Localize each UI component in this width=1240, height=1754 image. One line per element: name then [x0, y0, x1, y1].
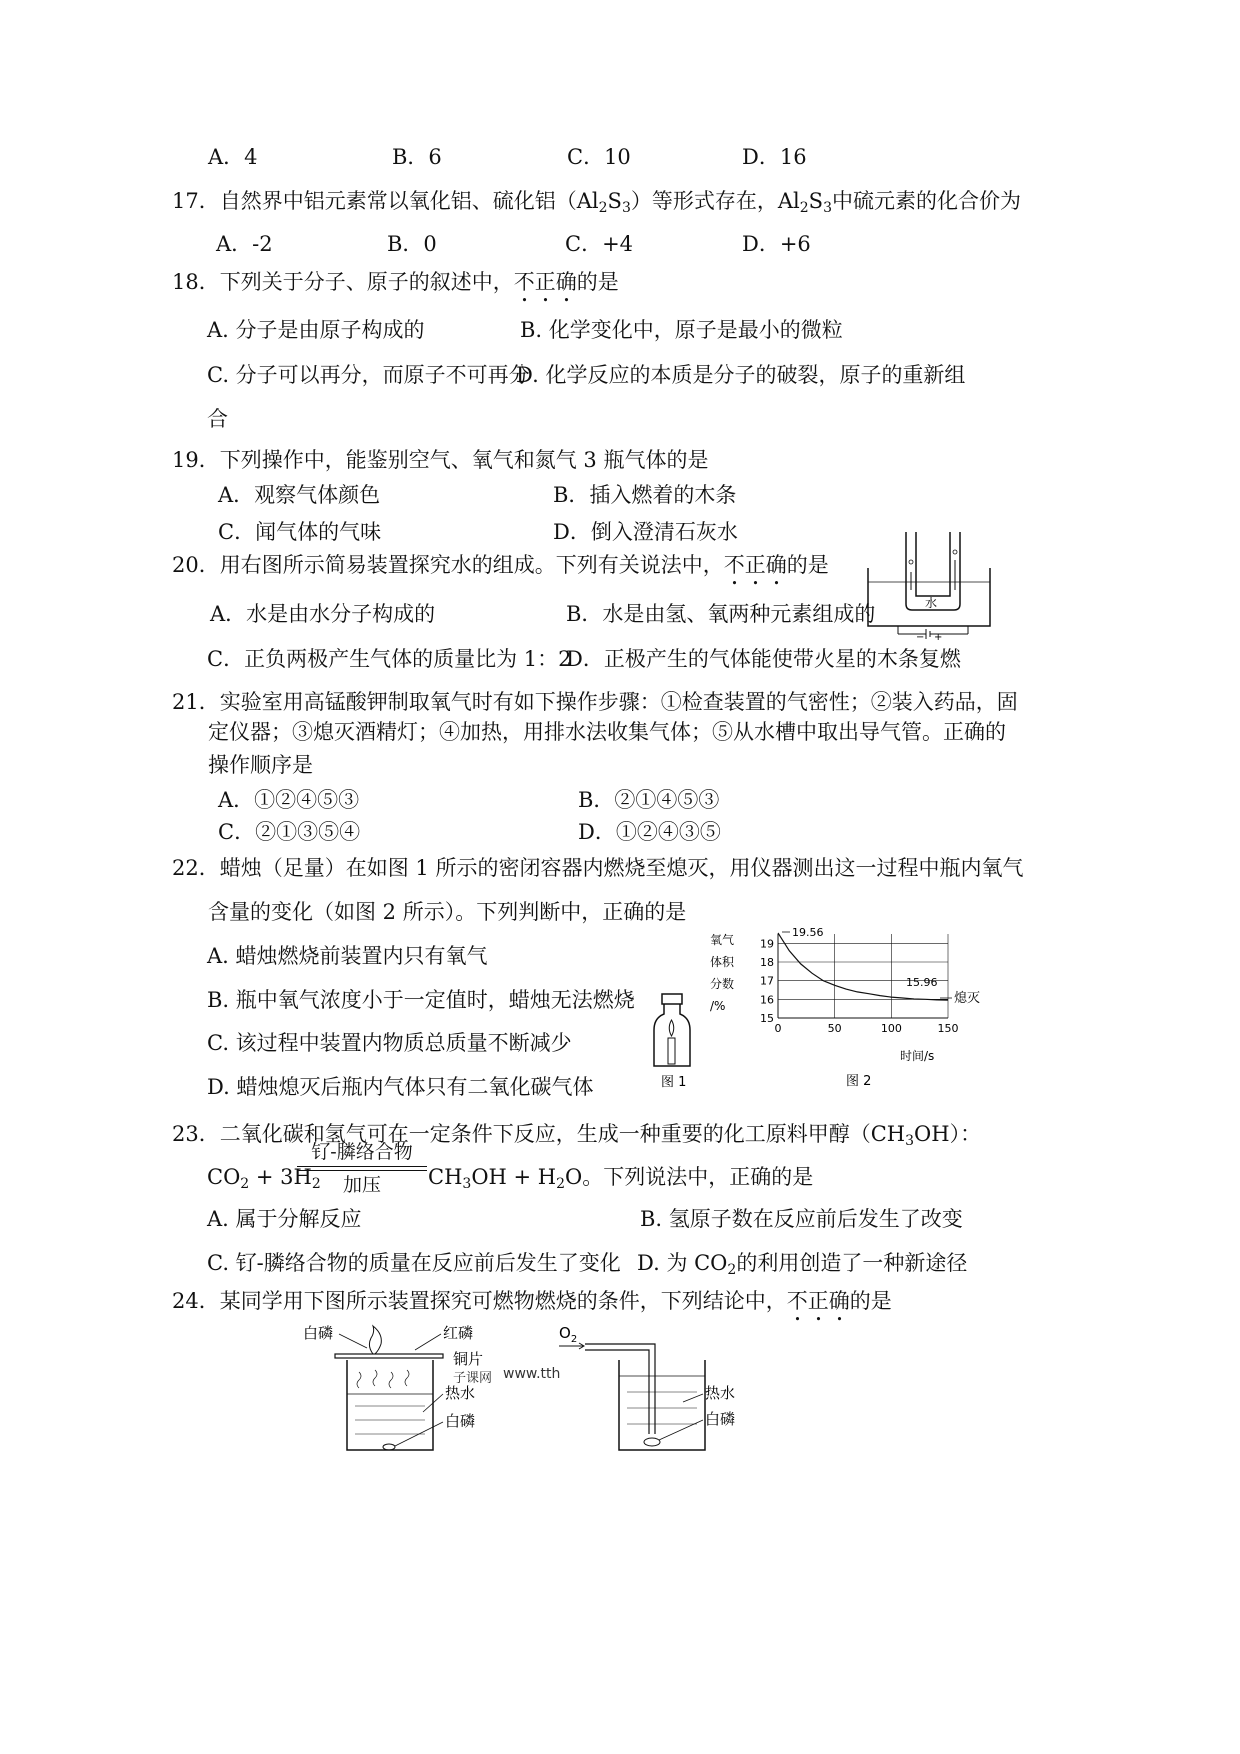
x-tick-label: 50 — [827, 1022, 842, 1035]
q21-number: 21． — [172, 690, 220, 714]
q21-stem-line-3: 操作顺序是 — [208, 753, 313, 777]
q18-option-b: B. 化学变化中，原子是最小的微粒 — [520, 318, 843, 342]
q17-option-b: B．0 — [387, 232, 437, 256]
q23-option-b: B. 氢原子数在反应前后发生了改变 — [640, 1207, 963, 1231]
y-axis-label — [710, 932, 735, 1013]
q21-option-c: C．②①③⑤④ — [218, 820, 361, 844]
q24-text: 某同学用下图所示装置探究可燃物燃烧的条件，下列结论中， — [219, 1289, 787, 1313]
plus-sign: + — [934, 632, 943, 641]
q23-option-a: A. 属于分解反应 — [207, 1207, 362, 1231]
q23-text: OH）： — [914, 1122, 982, 1146]
copper-plate — [335, 1354, 443, 1358]
q20-text: 的是 — [786, 553, 829, 577]
q17-text: ）等形式存在，Al — [630, 189, 800, 213]
q16-option-c: C．10 — [567, 145, 631, 169]
y-label-line: /% — [710, 999, 726, 1013]
q18-option-a: A. 分子是由原子构成的 — [207, 318, 425, 342]
oxygen-label: $O_2$ — [559, 1324, 578, 1345]
water-label: 水 — [925, 596, 938, 610]
q23-sub: 3 — [905, 1133, 915, 1149]
q22-option-b: B. 瓶中氧气浓度小于一定值时，蜡烛无法燃烧 — [207, 988, 635, 1012]
x-tick-label: 0 — [774, 1022, 782, 1035]
q18-text: 的是 — [576, 270, 619, 294]
equation-double-line — [297, 1166, 427, 1171]
annotation-end-value: 15.96 — [906, 976, 938, 989]
q17-option-c: C．+4 — [565, 232, 634, 256]
combustion-right-figure — [555, 1320, 785, 1460]
q21-stem-line-1 — [172, 688, 1018, 716]
q21-option-a: A．①②④⑤③ — [218, 788, 360, 812]
q20-option-b: B．水是由氢、氧两种元素组成的 — [566, 602, 876, 626]
q20-option-d: D．正极产生的气体能使带火星的木条复燃 — [566, 647, 961, 671]
condition-top: 钌-膦络合物 — [311, 1141, 413, 1163]
q17-text: 自然界中铝元素常以氧化铝、硫化铝（Al — [219, 189, 599, 213]
q21-text: 实验室用高锰酸钾制取氧气时有如下操作步骤：①检查装置的气密性；②装入药品，固 — [219, 690, 1018, 714]
y-label-line: 体积 — [710, 955, 735, 969]
white-phosphorus-top-label: 白磷 — [303, 1324, 334, 1342]
q24-number: 24． — [172, 1289, 220, 1313]
y-tick-label: 17 — [760, 974, 774, 988]
q20-number: 20． — [172, 553, 220, 577]
q23-stem — [172, 1120, 981, 1148]
hot-water-2-label: 热水 — [705, 1384, 736, 1402]
y-tick-labels — [760, 937, 774, 1025]
white-phosphorus-2-label: 白磷 — [705, 1410, 736, 1428]
fig1-label: 图 1 — [661, 1075, 687, 1090]
q17-number: 17． — [172, 189, 220, 213]
eq-text: O。下列说法中，正确的是 — [565, 1165, 814, 1189]
q22-option-a: A. 蜡烛燃烧前装置内只有氧气 — [207, 944, 488, 968]
q23-option-d-sub: 2 — [727, 1262, 737, 1278]
q19-text: 下列操作中，能鉴别空气、氧气和氮气 3 瓶气体的是 — [219, 448, 709, 472]
eq-sub: 2 — [311, 1176, 321, 1192]
q19-option-a: A．观察气体颜色 — [218, 483, 381, 507]
q22-option-c: C. 该过程中装置内物质总质量不断减少 — [207, 1031, 572, 1055]
y-label-line: 氧气 — [710, 933, 735, 947]
q16-option-a: A．4 — [208, 145, 258, 169]
y-tick-label: 15 — [760, 1012, 774, 1025]
q19-stem — [172, 446, 708, 474]
q22-stem-line-2: 含量的变化（如图 2 所示）。下列判断中，正确的是 — [208, 900, 687, 924]
hot-water-label: 热水 — [445, 1384, 476, 1402]
red-phosphorus-label: 红磷 — [443, 1324, 474, 1342]
eq-sub: 3 — [462, 1176, 472, 1192]
q17-text: 中硫元素的化合价为 — [831, 189, 1021, 213]
x-tick-label: 100 — [880, 1022, 902, 1035]
q24-text: 的是 — [849, 1289, 892, 1313]
q17-sub: 2 — [799, 200, 809, 216]
q17-sub: 3 — [823, 200, 832, 216]
q23-option-d-text: D. 为 CO — [637, 1251, 728, 1275]
q19-option-c: C．闻气体的气味 — [218, 520, 382, 544]
q21-stem-line-2: 定仪器；③熄灭酒精灯；④加热，用排水法收集气体；⑤从水槽中取出导气管。正确的 — [208, 720, 1006, 744]
q19-option-d: D．倒入澄清石灰水 — [553, 520, 738, 544]
q17-option-d: D．+6 — [742, 232, 811, 256]
q24-emphasis: 不正确 — [786, 1289, 850, 1313]
q18-option-d: D. 化学反应的本质是分子的破裂，原子的重新组 — [516, 363, 966, 387]
watermark-url: www.tth — [503, 1366, 561, 1382]
q19-number: 19． — [172, 448, 220, 472]
x-tick-label: 150 — [937, 1022, 959, 1035]
q18-number: 18． — [172, 270, 220, 294]
fig2-label: 图 2 — [846, 1074, 872, 1089]
q18-option-c: C. 分子可以再分，而原子不可再分 — [207, 363, 530, 387]
candle-bottle-figure — [648, 990, 698, 1090]
eq-text: CO — [207, 1165, 241, 1189]
q21-option-d: D．①②④③⑤ — [578, 820, 721, 844]
q20-option-c: C．正负两极产生气体的质量比为 1：2 — [207, 647, 572, 671]
q20-option-a: A．水是由水分子构成的 — [210, 602, 436, 626]
watermark-site-name: 子课网 — [453, 1371, 493, 1386]
q23-text: 二氧化碳和氢气可在一定条件下反应，生成一种重要的化工原料甲醇（CH — [219, 1122, 906, 1146]
condition-bottom: 加压 — [342, 1174, 381, 1196]
x-tick-labels — [775, 1022, 959, 1035]
q17-text: S — [808, 189, 824, 213]
q23-option-d-text: 的利用创造了一种新途径 — [736, 1251, 968, 1275]
q22-text: 蜡烛（足量）在如图 1 所示的密闭容器内燃烧至熄灭，用仪器测出这一过程中瓶内氧气 — [219, 856, 1024, 880]
q17-text: S — [607, 189, 622, 213]
y-tick-label: 16 — [760, 993, 774, 1007]
q18-option-d-cont: 合 — [207, 407, 228, 431]
annotation-end-text: 熄灭 — [954, 991, 981, 1006]
oxygen-chart — [700, 920, 990, 1095]
q19-option-b: B．插入燃着的木条 — [553, 483, 737, 507]
q20-stem — [172, 551, 829, 590]
y-label-line: 分数 — [710, 977, 735, 991]
minus-sign: − — [916, 632, 925, 641]
q22-number: 22． — [172, 856, 220, 880]
electrolysis-figure — [862, 526, 997, 641]
x-axis-label: 时间/s — [900, 1049, 935, 1063]
q17-sub: 3 — [621, 200, 631, 216]
eq-text: CH — [428, 1165, 463, 1189]
combustion-left-figure — [295, 1320, 578, 1460]
eq-text: + 3H — [249, 1165, 312, 1189]
eq-sub: 2 — [240, 1176, 250, 1192]
q23-option-c: C. 钌-膦络合物的质量在反应前后发生了变化 — [207, 1251, 621, 1275]
q18-emphasis: 不正确 — [513, 270, 577, 294]
q18-stem — [172, 268, 619, 307]
copper-plate-label: 铜片 — [453, 1350, 484, 1368]
eq-sub: 2 — [556, 1176, 566, 1192]
q22-option-d: D. 蜡烛熄灭后瓶内气体只有二氧化碳气体 — [207, 1075, 594, 1099]
q20-emphasis: 不正确 — [723, 553, 787, 577]
q23-equation-right — [428, 1163, 813, 1191]
q21-option-b: B．②①④⑤③ — [578, 788, 720, 812]
y-tick-label: 19 — [760, 937, 774, 951]
oxygen-curve — [778, 933, 948, 1000]
q23-option-d — [637, 1249, 967, 1277]
eq-text: OH + H — [471, 1165, 557, 1189]
q17-stem — [172, 187, 1021, 215]
q16-option-d: D．16 — [742, 145, 807, 169]
q17-sub: 2 — [598, 200, 608, 216]
q17-option-a: A．-2 — [216, 232, 273, 256]
chart-annotations — [782, 926, 980, 1006]
q22-stem-line-1 — [172, 854, 1023, 882]
annotation-start-value: 19.56 — [792, 926, 824, 939]
q23-number: 23． — [172, 1122, 220, 1146]
q16-option-b: B．6 — [392, 145, 442, 169]
q20-text: 用右图所示简易装置探究水的组成。下列有关说法中， — [219, 553, 724, 577]
white-phosphorus-bottom-label: 白磷 — [445, 1412, 476, 1430]
q18-text: 下列关于分子、原子的叙述中， — [219, 270, 514, 294]
reaction-condition — [297, 1140, 427, 1197]
y-tick-label: 18 — [760, 956, 774, 969]
